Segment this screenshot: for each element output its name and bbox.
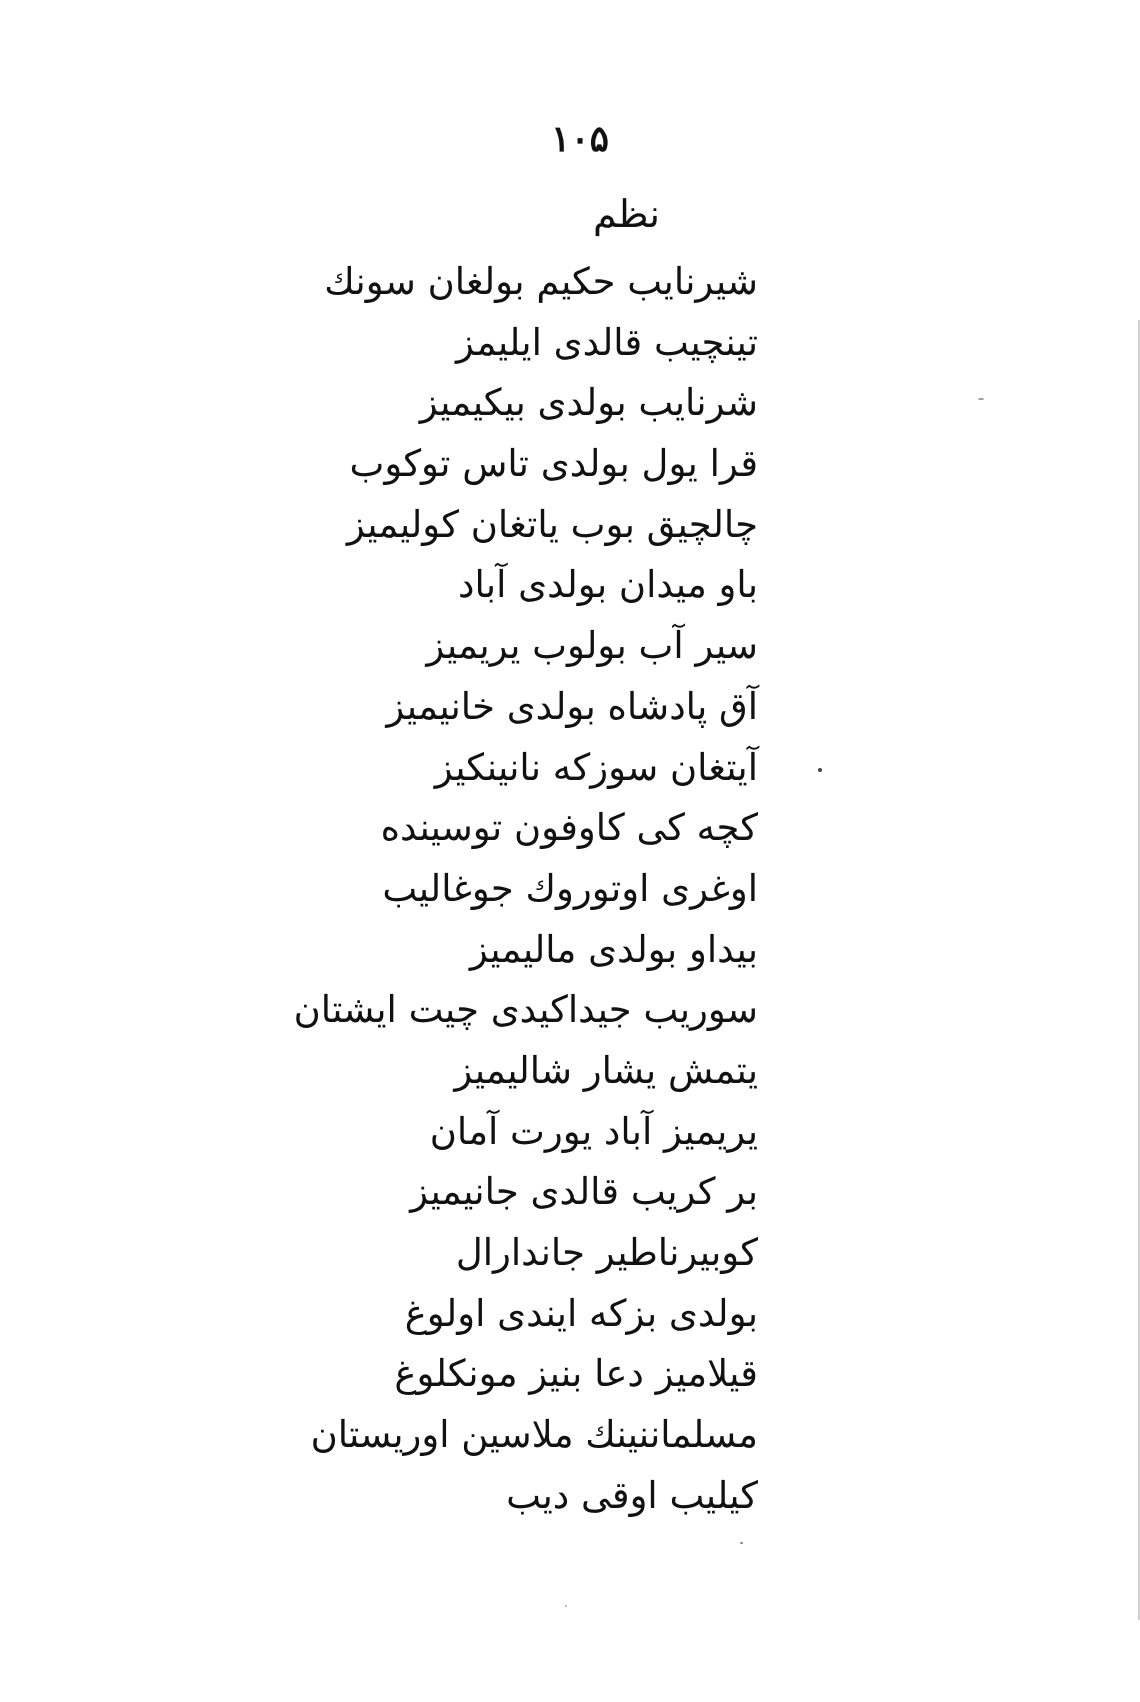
poem-line: قرا يول بولدى تاس توكوب	[349, 442, 758, 486]
poem-line: كوبيرناطير جاندارال	[455, 1231, 758, 1274]
poem-heading: نظم	[592, 192, 660, 236]
poem-line: يتمش يشار شاليميز	[454, 1048, 758, 1092]
scan-speck	[740, 1542, 743, 1544]
poem-line: سير آب بولوب يريميز	[426, 624, 758, 668]
poem-line: اوغرى اوتوروك جوغاليب	[382, 866, 758, 910]
scan-speck	[978, 398, 984, 400]
poem-line: چالچيق بوب ياتغان كوليميز	[346, 502, 758, 546]
poem-line: باو ميدان بولدى آباد	[458, 563, 758, 607]
poem-line: شيرنايب حكيم بولغان سونك	[324, 260, 758, 303]
poem-line: تينچيب قالدى ايليمز	[456, 320, 758, 364]
poem-line: شرنايب بولدى بيكيميز	[419, 381, 758, 425]
poem-line: كچه كى كاوفون توسينده	[380, 806, 758, 850]
poem-line: قيلاميز دعا بنيز مونكلوغ	[394, 1352, 758, 1396]
poem-lines	[158, 252, 758, 1526]
poem-line: كيليب اوقى ديب	[506, 1473, 758, 1517]
scan-speck	[818, 768, 822, 772]
poem-line: بر كريب قالدى جانيميز	[410, 1170, 758, 1214]
scan-speck	[565, 1605, 567, 1607]
page-number: ۱۰۵	[550, 118, 609, 160]
poem-line: مسلماننينك ملاسين اوريستان	[310, 1413, 758, 1457]
poem-line: بولدى بزكه ايندى اولوغ	[404, 1291, 758, 1335]
poem-line: سوريب جيداكيدى چيت ايشتان	[293, 988, 758, 1032]
poem-line: آق پادشاه بولدى خانيميز	[386, 684, 758, 728]
poem-line: بيداو بولدى ماليميز	[469, 927, 758, 971]
poem-line: آيتغان سوزكه نانينكيز	[434, 745, 758, 789]
poem-line: يريميز آباد يورت آمان	[429, 1109, 758, 1153]
